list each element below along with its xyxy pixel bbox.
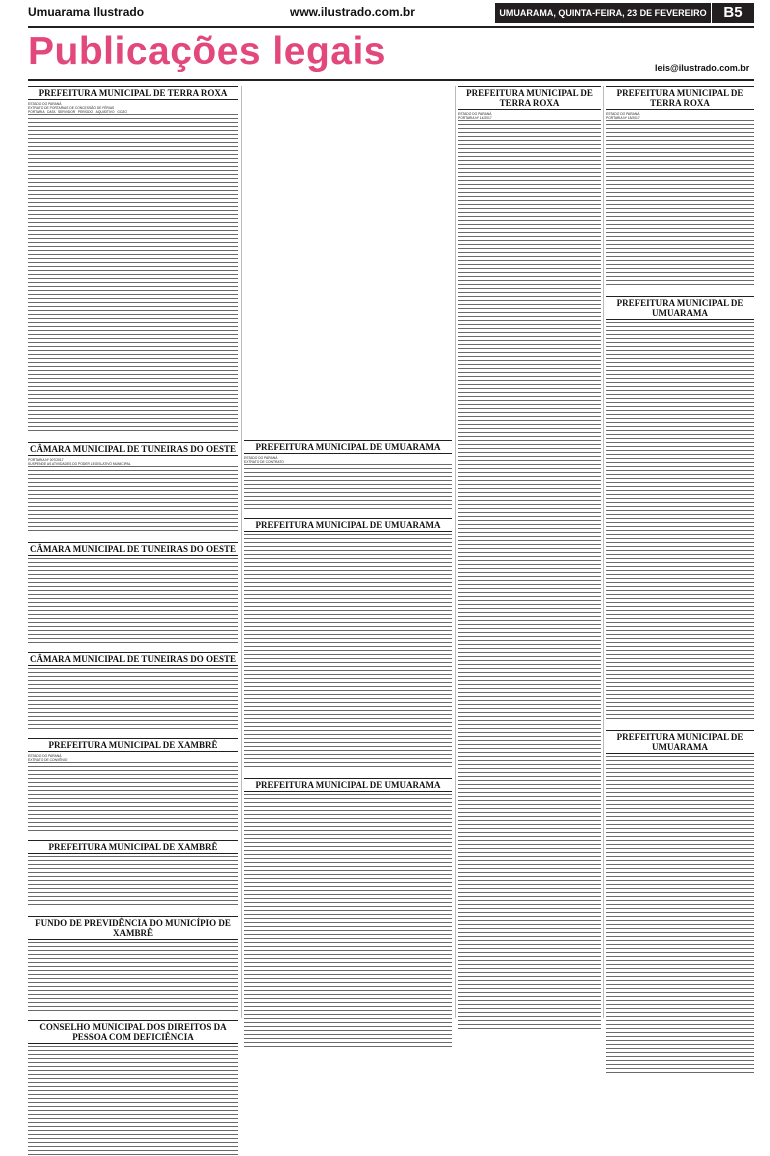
column-4 — [606, 84, 754, 1074]
notice-body — [606, 756, 754, 1074]
notice-intro: ESTADO DO PARANÁ EXTRATO DE CONVÊNIO — [28, 754, 68, 763]
notice-heading: PREFEITURA MUNICIPAL DE XAMBRÊ — [28, 840, 238, 854]
notice-body — [28, 668, 238, 730]
notice-body — [606, 120, 754, 288]
notice-heading: FUNDO DE PREVIDÊNCIA DO MUNICÍPIO DE XAMBRÊ — [28, 916, 238, 940]
website-link[interactable]: www.ilustrado.com.br — [290, 5, 415, 19]
header-rule — [28, 26, 754, 28]
notice-body-table — [28, 114, 238, 432]
notice-body — [28, 762, 238, 832]
notice-heading: CÂMARA MUNICIPAL DE TUNEIRAS DO OESTE — [28, 442, 238, 456]
notice-body — [28, 1046, 238, 1156]
notice-heading: PREFEITURA MUNICIPAL DE UMUARAMA — [244, 518, 452, 532]
notice-body — [28, 942, 238, 1012]
notice-heading: PREFEITURA MUNICIPAL DE UMUARAMA — [244, 440, 452, 454]
notice-intro: PORTARIA Nº 007/2017 SUSPENDE AS ATIVIDADES DO PODER LEGISLATIVO MUNICIPAL — [28, 458, 131, 467]
column-3 — [458, 84, 601, 1032]
edition-date: UMUARAMA, QUINTA-FEIRA, 23 DE FEVEREIRO DE 2017 — [495, 3, 711, 23]
paper-name: Umuarama Ilustrado — [28, 5, 145, 19]
section-email[interactable]: leis@ilustrado.com.br — [655, 63, 750, 73]
column-divider — [455, 86, 456, 1018]
notice-heading: CÂMARA MUNICIPAL DE TUNEIRAS DO OESTE — [28, 652, 238, 666]
notice-body — [606, 322, 754, 722]
notice-body — [244, 534, 452, 770]
notice-body — [28, 856, 238, 908]
notice-intro: ESTADO DO PARANÁ EXTRATO DE PORTARIAS DE CONCESSÃO DE FÉRIAS PORTARIA DATA SERVIDOR PERÍODO AQUISITIVO GOZO — [28, 102, 127, 115]
page-header — [0, 0, 770, 38]
notice-heading: PREFEITURA MUNICIPAL DE TERRA ROXA — [458, 86, 601, 110]
notice-heading: PREFEITURA MUNICIPAL DE TERRA ROXA — [606, 86, 754, 110]
notice-heading: CONSELHO MUNICIPAL DOS DIREITOS DA PESSOA COM DEFICIÊNCIA — [28, 1020, 238, 1044]
notice-heading: PREFEITURA MUNICIPAL DE UMUARAMA — [606, 730, 754, 754]
notice-heading: PREFEITURA MUNICIPAL DE TERRA ROXA — [28, 86, 238, 100]
column-divider — [241, 86, 242, 1018]
column-1 — [28, 84, 238, 1156]
notice-heading: CÂMARA MUNICIPAL DE TUNEIRAS DO OESTE — [28, 542, 238, 556]
notice-intro: ESTADO DO PARANÁ EXTRATO DE CONTRATO — [244, 456, 284, 465]
notice-body — [458, 120, 601, 1032]
masthead-rule — [28, 79, 754, 81]
column-divider — [603, 86, 604, 1018]
notice-intro: ESTADO DO PARANÁ PORTARIA Nº 14/2017 — [458, 112, 492, 121]
column-2 — [244, 438, 452, 1048]
notice-heading: PREFEITURA MUNICIPAL DE XAMBRÊ — [28, 738, 238, 752]
notice-body — [244, 464, 452, 510]
notice-body — [244, 794, 452, 1048]
notice-intro: ESTADO DO PARANÁ PORTARIA Nº 18/2017 — [606, 112, 640, 121]
notice-body — [28, 466, 238, 534]
notice-heading: PREFEITURA MUNICIPAL DE UMUARAMA — [606, 296, 754, 320]
page-number: B5 — [712, 3, 754, 23]
section-title: Publicações legais — [28, 30, 387, 73]
notice-body — [28, 558, 238, 644]
notice-heading: PREFEITURA MUNICIPAL DE UMUARAMA — [244, 778, 452, 792]
